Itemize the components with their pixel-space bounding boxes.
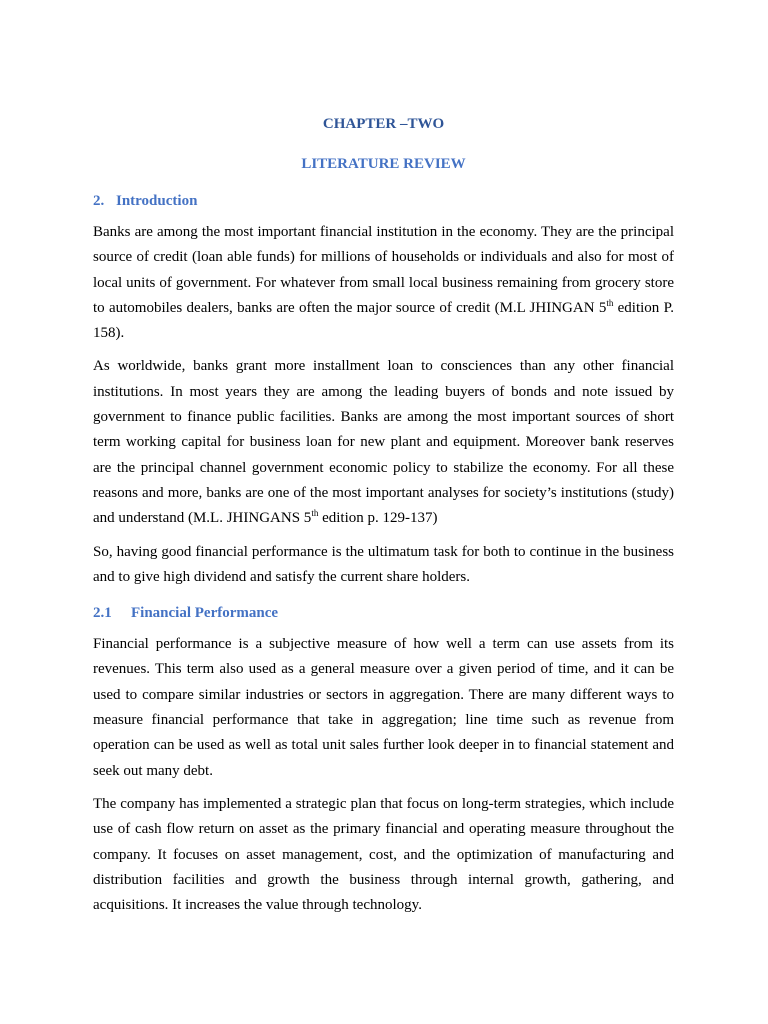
paragraph-text: As worldwide, banks grant more installment loan to consciences than any other financial institutions. In most years they are among the leading buyers of bonds and note issued by government to finance public facilities. Banks are among the most important sources of short term working capital for business loan for new plant and equipment. Moreover bank reserves are the principal channel government economic policy to stabilize the economy. For all these reasons and more, banks are one of the most important analyses for society’s institutions (study) and understand (M.L. JHINGANS 5	[93, 358, 674, 527]
superscript: th	[606, 297, 614, 308]
intro-paragraph-1	[93, 220, 674, 346]
financial-paragraph-2: The company has implemented a strategic plan that focus on long-term strategies, which include use of cash flow return on asset as the primary financial and operating measure throughout the company. It focuses on asset management, cost, and the optimization of manufacturing and distribution facilities and growth the business through internal growth, gathering, and acquisitions. It increases the value through technology.	[93, 795, 674, 914]
paragraph-text-tail: edition p. 129-137)	[318, 510, 438, 527]
paragraph-text: Banks are among the most important financial institution in the economy. They are the principal source of credit (loan able funds) for millions of households or individuals and also for most of local units of government. For whatever from small local business remaining from grocery store to automobiles dealers, banks are often the major source of credit (M.L JHINGAN 5	[93, 224, 674, 316]
section-title: Financial Performance	[131, 605, 279, 622]
paragraph-text-tail: edition P. 158).	[93, 299, 675, 342]
section-heading-financial-performance	[93, 603, 674, 623]
section-number: 2.	[93, 193, 105, 209]
section-heading-introduction	[93, 191, 674, 211]
intro-paragraph-3: So, having good financial performance is the ultimatum task for both to continue in the business and to give high dividend and satisfy the current share holders.	[93, 543, 674, 585]
intro-paragraph-2	[93, 354, 674, 531]
financial-paragraph-1: Financial performance is a subjective measure of how well a term can use assets from its revenues. This term also used as a general measure over a given period of time, and it can be used to compare similar industries or sectors in aggregation. There are many different ways to measure financial performance that take in aggregation; line time such as revenue from operation can be used as well as total unit sales further look deeper in to financial statement and seek out many debt.	[93, 636, 674, 779]
chapter-subtitle: LITERATURE REVIEW	[301, 156, 466, 172]
superscript: th	[311, 508, 319, 519]
section-title: Introduction	[116, 193, 198, 209]
chapter-title: CHAPTER –TWO	[322, 116, 445, 132]
section-number: 2.1	[93, 605, 112, 622]
